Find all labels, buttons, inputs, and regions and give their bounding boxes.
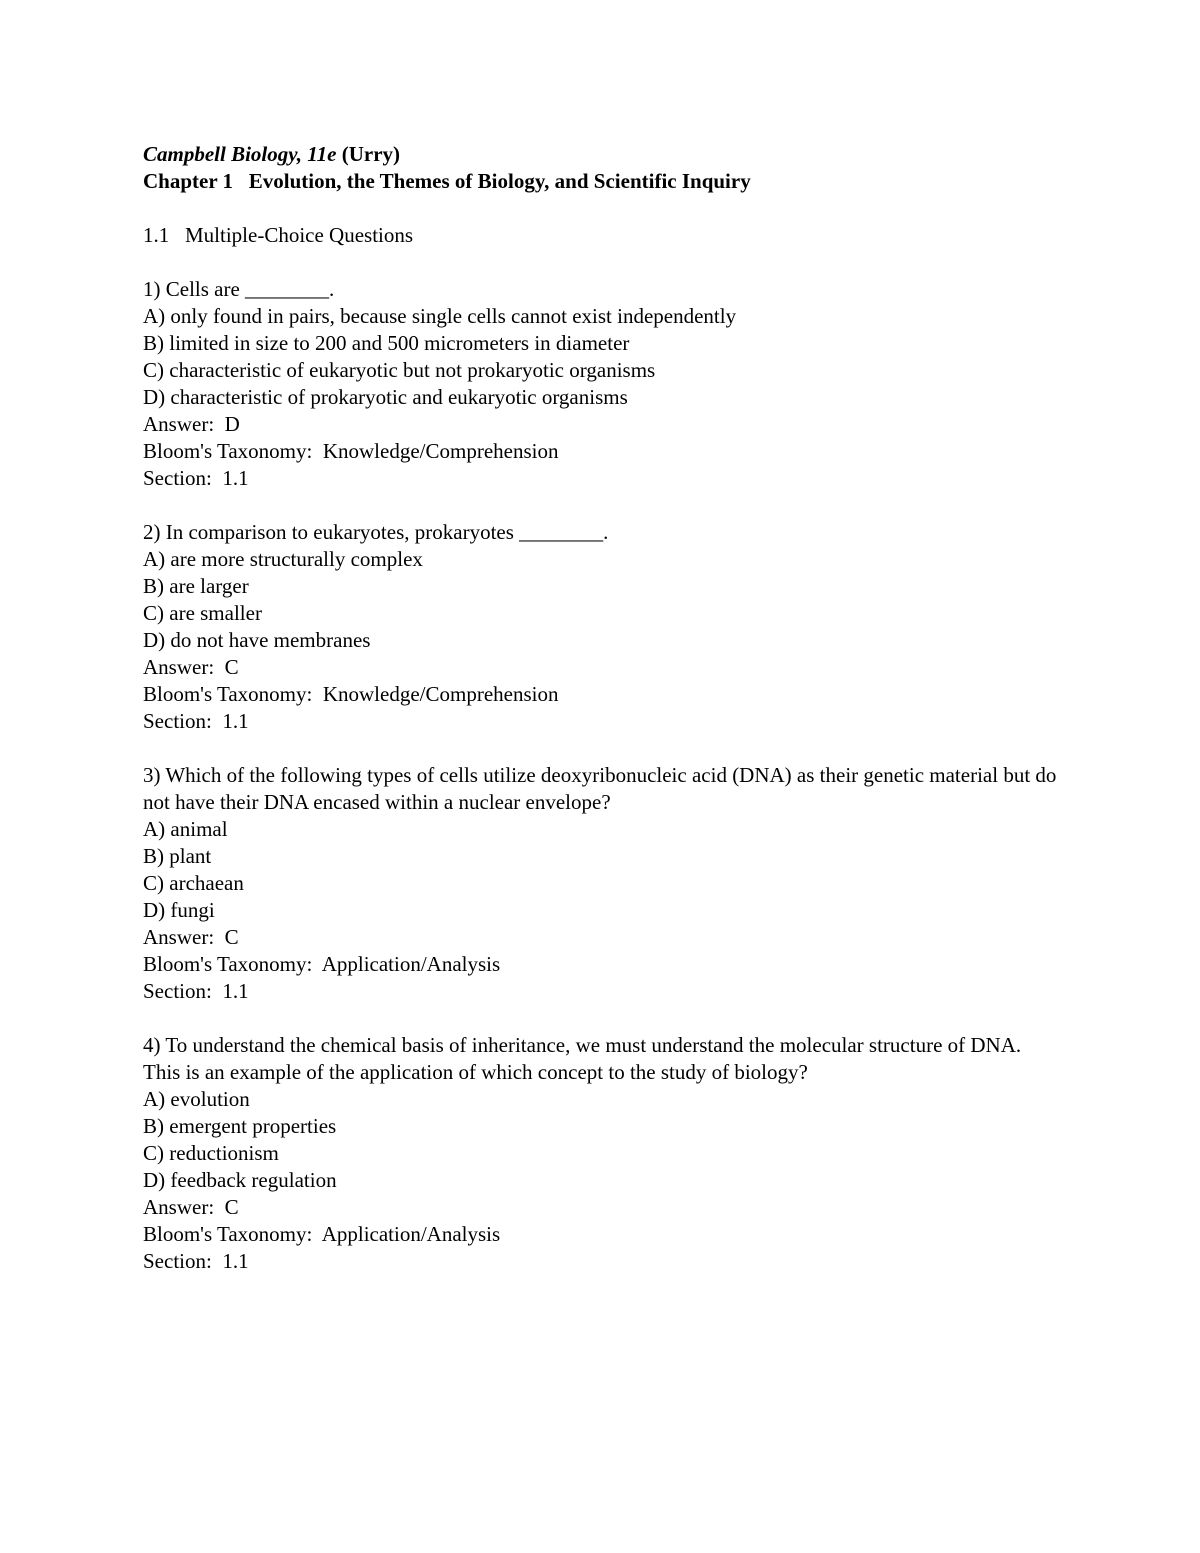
choice-a: A) evolution — [143, 1087, 250, 1111]
choice-c: C) reductionism — [143, 1141, 279, 1165]
book-title-line — [143, 141, 1062, 168]
bloom-line: Bloom's Taxonomy: Knowledge/Comprehension — [143, 682, 559, 706]
answer-line: Answer: C — [143, 1195, 239, 1219]
choice-a: A) are more structurally complex — [143, 547, 423, 571]
question-block-4 — [143, 1032, 1062, 1275]
answer-line: Answer: D — [143, 412, 240, 436]
choice-a: A) only found in pairs, because single cells cannot exist independently — [143, 304, 737, 328]
choice-b: B) limited in size to 200 and 500 micrometers in diameter — [143, 331, 630, 355]
bloom-line: Bloom's Taxonomy: Application/Analysis — [143, 952, 501, 976]
section-line: Section: 1.1 — [143, 1249, 249, 1273]
choice-b: B) plant — [143, 844, 212, 868]
bloom-line: Bloom's Taxonomy: Application/Analysis — [143, 1222, 501, 1246]
bloom-line: Bloom's Taxonomy: Knowledge/Comprehension — [143, 439, 559, 463]
choice-d: D) do not have membranes — [143, 628, 371, 652]
question-block-1 — [143, 276, 1062, 492]
choice-b: B) are larger — [143, 574, 249, 598]
question-stem: 4) To understand the chemical basis of inheritance, we must understand the molecular structure of DNA. This is an example of the application of which concept to the study of biology? — [143, 1033, 1026, 1084]
section-heading: 1.1 Multiple-Choice Questions — [143, 223, 414, 247]
question-stem: 1) Cells are ________. — [143, 277, 335, 301]
choice-d: D) feedback regulation — [143, 1168, 337, 1192]
choice-d: D) fungi — [143, 898, 215, 922]
section-heading-block — [143, 222, 1062, 249]
book-title: Campbell Biology, 11e — [143, 142, 337, 166]
document-header — [143, 141, 1062, 195]
choice-d: D) characteristic of prokaryotic and eukaryotic organisms — [143, 385, 628, 409]
choice-c: C) are smaller — [143, 601, 262, 625]
section-line: Section: 1.1 — [143, 466, 249, 490]
chapter-heading: Chapter 1 Evolution, the Themes of Biology, and Scientific Inquiry — [143, 169, 751, 193]
book-author: (Urry) — [336, 142, 401, 166]
question-block-2 — [143, 519, 1062, 735]
choice-c: C) archaean — [143, 871, 244, 895]
section-line: Section: 1.1 — [143, 979, 249, 1003]
section-line: Section: 1.1 — [143, 709, 249, 733]
question-block-3 — [143, 762, 1062, 1005]
question-stem: 3) Which of the following types of cells utilize deoxyribonucleic acid (DNA) as their genetic material but do not have their DNA encased within a nuclear envelope? — [143, 763, 1062, 814]
choice-b: B) emergent properties — [143, 1114, 337, 1138]
answer-line: Answer: C — [143, 925, 239, 949]
answer-line: Answer: C — [143, 655, 239, 679]
question-stem: 2) In comparison to eukaryotes, prokaryotes ________. — [143, 520, 609, 544]
choice-c: C) characteristic of eukaryotic but not prokaryotic organisms — [143, 358, 656, 382]
choice-a: A) animal — [143, 817, 228, 841]
